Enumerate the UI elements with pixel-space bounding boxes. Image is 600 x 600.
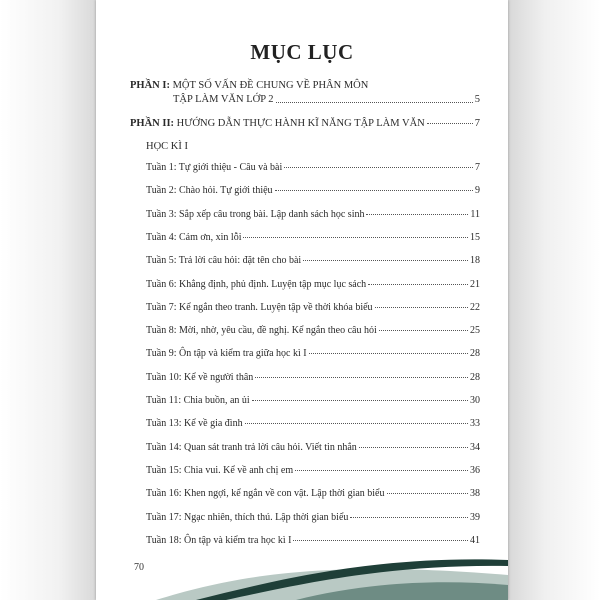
part-one-title-line1: MỘT SỐ VẤN ĐỀ CHUNG VỀ PHÂN MÔN (172, 80, 369, 91)
toc-entry-title: Tuần 17: Ngạc nhiên, thích thú. Lập thời gian biểu (146, 511, 349, 523)
part-two-page: 7 (474, 118, 480, 129)
toc-entry-page: 28 (470, 348, 480, 360)
toc-entry-page: 15 (470, 231, 480, 243)
part-one-label: PHẦN I: (130, 80, 170, 91)
toc-entry-title: Tuần 3: Sắp xếp câu trong bài. Lập danh sách học sinh (146, 208, 365, 220)
toc-entry-title: Tuần 6: Khẳng định, phủ định. Luyện tập mục lục sách (146, 278, 367, 290)
toc-entry-page: 22 (470, 301, 480, 313)
page-number: 70 (134, 562, 144, 573)
toc-entry-title: Tuần 8: Mời, nhờ, yêu cầu, đề nghị. Kể ngắn theo câu hỏi (146, 325, 377, 337)
right-background (508, 0, 600, 600)
toc-entry-title: Tuần 10: Kể về người thân (146, 371, 254, 383)
book-page (96, 0, 508, 600)
toc-entry-page: 39 (470, 511, 480, 523)
toc-entry-title: Tuần 2: Chào hỏi. Tự giới thiệu (146, 185, 273, 197)
toc-entry-title: Tuần 5: Trả lời câu hỏi: đặt tên cho bài (146, 255, 302, 267)
toc-entry-page: 7 (475, 162, 480, 173)
toc-entry-title: Tuần 9: Ôn tập và kiểm tra giữa học kì I (146, 348, 307, 360)
toc-entry-page: 11 (470, 208, 480, 220)
section-heading: HỌC KÌ I (146, 141, 188, 152)
toc-entry-page: 18 (470, 255, 480, 267)
toc-entry-title: Tuần 18: Ôn tập và kiểm tra học kì I (146, 534, 292, 546)
toc-entry-page: 21 (470, 278, 480, 290)
toc-entry-page: 36 (470, 464, 480, 476)
toc-entry-title: Tuần 1: Tự giới thiệu - Câu và bài (146, 162, 283, 173)
toc-entry-page: 34 (470, 441, 480, 453)
toc-entry-title: Tuần 7: Kể ngắn theo tranh. Luyện tập về thời khóa biểu (146, 301, 373, 313)
decorative-wave (96, 0, 508, 600)
toc-entry-page: 41 (470, 534, 480, 546)
left-page-edge (0, 0, 96, 600)
toc-entry-title: Tuần 13: Kể về gia đình (146, 418, 243, 430)
toc-entry-page: 9 (475, 185, 480, 197)
part-one-title-line2: TẬP LÀM VĂN LỚP 2 (173, 94, 274, 105)
toc-entry-title: Tuần 4: Cảm ơn, xin lỗi (146, 231, 242, 243)
toc-entry-title: Tuần 14: Quan sát tranh trả lời câu hỏi. Viết tin nhắn (146, 441, 357, 453)
toc-entry-page: 25 (470, 325, 480, 337)
toc-entry-page: 28 (470, 371, 480, 383)
toc-entry-page: 38 (470, 488, 480, 500)
toc-entry-title: Tuần 11: Chia buồn, an ủi (146, 395, 250, 406)
part-two-title: HƯỚNG DẪN THỰC HÀNH KĨ NĂNG TẬP LÀM VĂN (176, 118, 425, 129)
part-two-label: PHẦN II: (130, 118, 175, 129)
toc-entry-page: 30 (470, 395, 480, 406)
part-one-page: 5 (474, 94, 480, 105)
toc-entry-page: 33 (470, 418, 480, 430)
page-title: MỤC LỤC (250, 40, 354, 64)
toc-entry-title: Tuần 16: Khen ngợi, kể ngắn về con vật. Lập thời gian biểu (146, 488, 385, 500)
toc-entry-title: Tuần 15: Chia vui. Kể về anh chị em (146, 464, 294, 476)
